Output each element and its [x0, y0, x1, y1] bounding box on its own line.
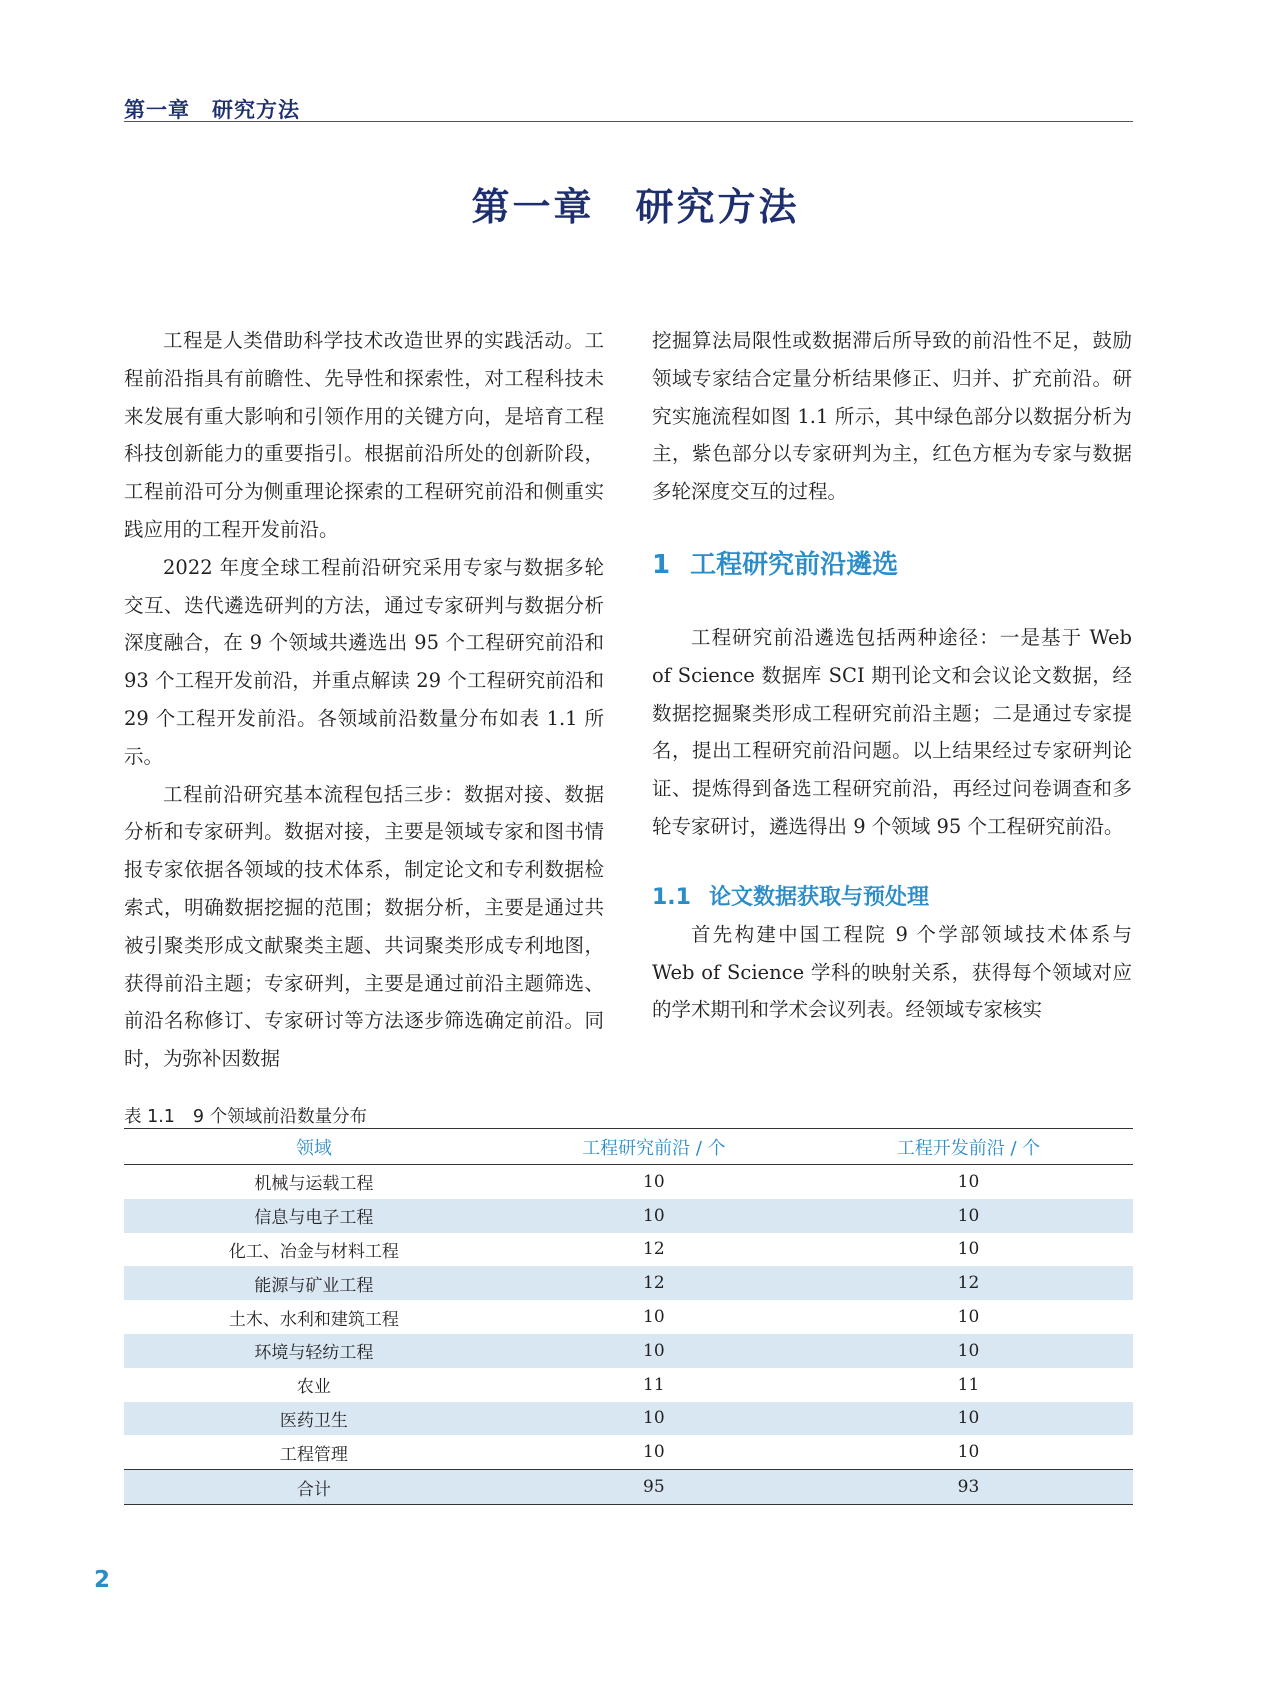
research-cell: 10 [504, 1334, 804, 1368]
table-row [124, 1165, 1133, 1199]
development-cell: 12 [804, 1266, 1133, 1300]
field-cell: 合计 [124, 1470, 504, 1505]
field-cell: 化工、冶金与材料工程 [228, 1241, 399, 1262]
research-cell: 12 [643, 1239, 665, 1260]
development-cell: 10 [804, 1402, 1133, 1436]
paragraph: 首先构建中国工程院 9 个学部领域技术体系与 Web of Science 学科的映射关系，获得每个领域对应的学术期刊和学术会议列表。经领域专家核实 [652, 922, 1132, 1022]
table-row [124, 1402, 1133, 1436]
section-title: 工程研究前沿遴选 [690, 549, 899, 580]
research-cell: 10 [643, 1307, 665, 1328]
field-cell: 农业 [296, 1377, 331, 1398]
column-header: 工程开发前沿 / 个 [804, 1129, 1133, 1165]
column-header: 工程研究前沿 / 个 [504, 1129, 804, 1165]
table-row [124, 1368, 1133, 1402]
frontier-distribution-table [124, 1128, 1133, 1505]
chapter-title: 第一章 研究方法 [471, 185, 800, 229]
table-number: 表 1.1 [124, 1107, 175, 1127]
research-cell: 10 [643, 1442, 665, 1463]
paragraph: 工程研究前沿遴选包括两种途径：一是基于 Web of Science 数据库 SCI 期刊论文和会议论文数据，经数据挖掘聚类形成工程研究前沿主题；二是通过专家提名，提出工程研究前沿问题。以上结果经过专家研判论证、提炼得到备选工程研究前沿，再经过问卷调查和多轮专家研讨，遴选得出 9 个领域 95 个工程研究前沿。 [652, 625, 1132, 838]
field-cell: 机械与运载工程 [254, 1174, 374, 1195]
table-total-row [124, 1470, 1133, 1505]
table-header-row [124, 1129, 1133, 1165]
table-row [124, 1435, 1133, 1469]
research-cell: 12 [504, 1266, 804, 1300]
development-cell: 10 [804, 1334, 1133, 1368]
subsection-title: 论文数据获取与预处理 [708, 884, 929, 910]
field-cell: 能源与矿业工程 [124, 1266, 504, 1300]
paragraph: 工程前沿研究基本流程包括三步：数据对接、数据分析和专家研判。数据对接，主要是领域专家和图书情报专家依据各领域的技术体系，制定论文和专利数据检索式，明确数据挖掘的范围；数据分析，主要是通过共被引聚类形成文献聚类主题、共词聚类形成专利地图，获得前沿主题；专家研判，主要是通过前沿主题筛选、前沿名称修订、专家研讨等方法逐步筛选确定前沿。同时，为弥补因数据 [124, 782, 604, 1071]
right-column [652, 322, 1132, 1029]
table-title: 9 个领域前沿数量分布 [192, 1107, 368, 1127]
subsection-heading [652, 880, 1132, 916]
research-cell: 10 [504, 1199, 804, 1233]
section-heading [652, 545, 1132, 585]
table-row [124, 1334, 1133, 1368]
table-row [124, 1233, 1133, 1267]
research-cell: 10 [504, 1402, 804, 1436]
paragraph: 2022 年度全球工程前沿研究采用专家与数据多轮交互、迭代遴选研判的方法，通过专家研判与数据分析深度融合，在 9 个领域共遴选出 95 个工程研究前沿和 93 个工程开发前沿，并重点解读 29 个工程研究前沿和 29 个工程开发前沿。各领域前沿数量分布如表 1.1 所示。 [124, 555, 604, 768]
development-cell: 10 [957, 1442, 980, 1463]
field-cell: 医药卫生 [124, 1402, 504, 1436]
field-cell: 工程管理 [279, 1444, 348, 1465]
table-row [124, 1300, 1133, 1334]
development-cell: 10 [804, 1199, 1133, 1233]
running-head: 第一章 研究方法 [124, 98, 300, 122]
field-cell: 信息与电子工程 [124, 1199, 504, 1233]
field-cell: 土木、水利和建筑工程 [228, 1309, 399, 1330]
research-cell: 10 [643, 1171, 665, 1192]
subsection-number: 1.1 [652, 884, 691, 910]
development-cell: 10 [957, 1307, 980, 1328]
column-header: 领域 [124, 1129, 504, 1165]
field-cell: 环境与轻纺工程 [124, 1334, 504, 1368]
table-caption [124, 1103, 367, 1128]
table-row [124, 1199, 1133, 1233]
left-column [124, 322, 604, 1078]
research-cell: 11 [643, 1374, 665, 1395]
page-number: 2 [94, 1567, 111, 1593]
paragraph: 挖掘算法局限性或数据滞后所导致的前沿性不足，鼓励领域专家结合定量分析结果修正、归并、扩充前沿。研究实施流程如图 1.1 所示，其中绿色部分以数据分析为主，紫色部分以专家研判为主，红色方框为专家与数据多轮深度交互的过程。 [652, 329, 1132, 504]
development-cell: 11 [957, 1374, 980, 1395]
section-number: 1 [652, 549, 671, 580]
paragraph: 工程是人类借助科学技术改造世界的实践活动。工程前沿指具有前瞻性、先导性和探索性，对工程科技未来发展有重大影响和引领作用的关键方向，是培育工程科技创新能力的重要指引。根据前沿所处的创新阶段，工程前沿可分为侧重理论探索的工程研究前沿和侧重实践应用的工程开发前沿。 [124, 329, 604, 541]
research-cell: 95 [504, 1470, 804, 1505]
development-cell: 93 [804, 1470, 1133, 1505]
table-row [124, 1266, 1133, 1300]
development-cell: 10 [957, 1239, 980, 1260]
header-rule [124, 121, 1133, 122]
development-cell: 10 [957, 1171, 980, 1192]
